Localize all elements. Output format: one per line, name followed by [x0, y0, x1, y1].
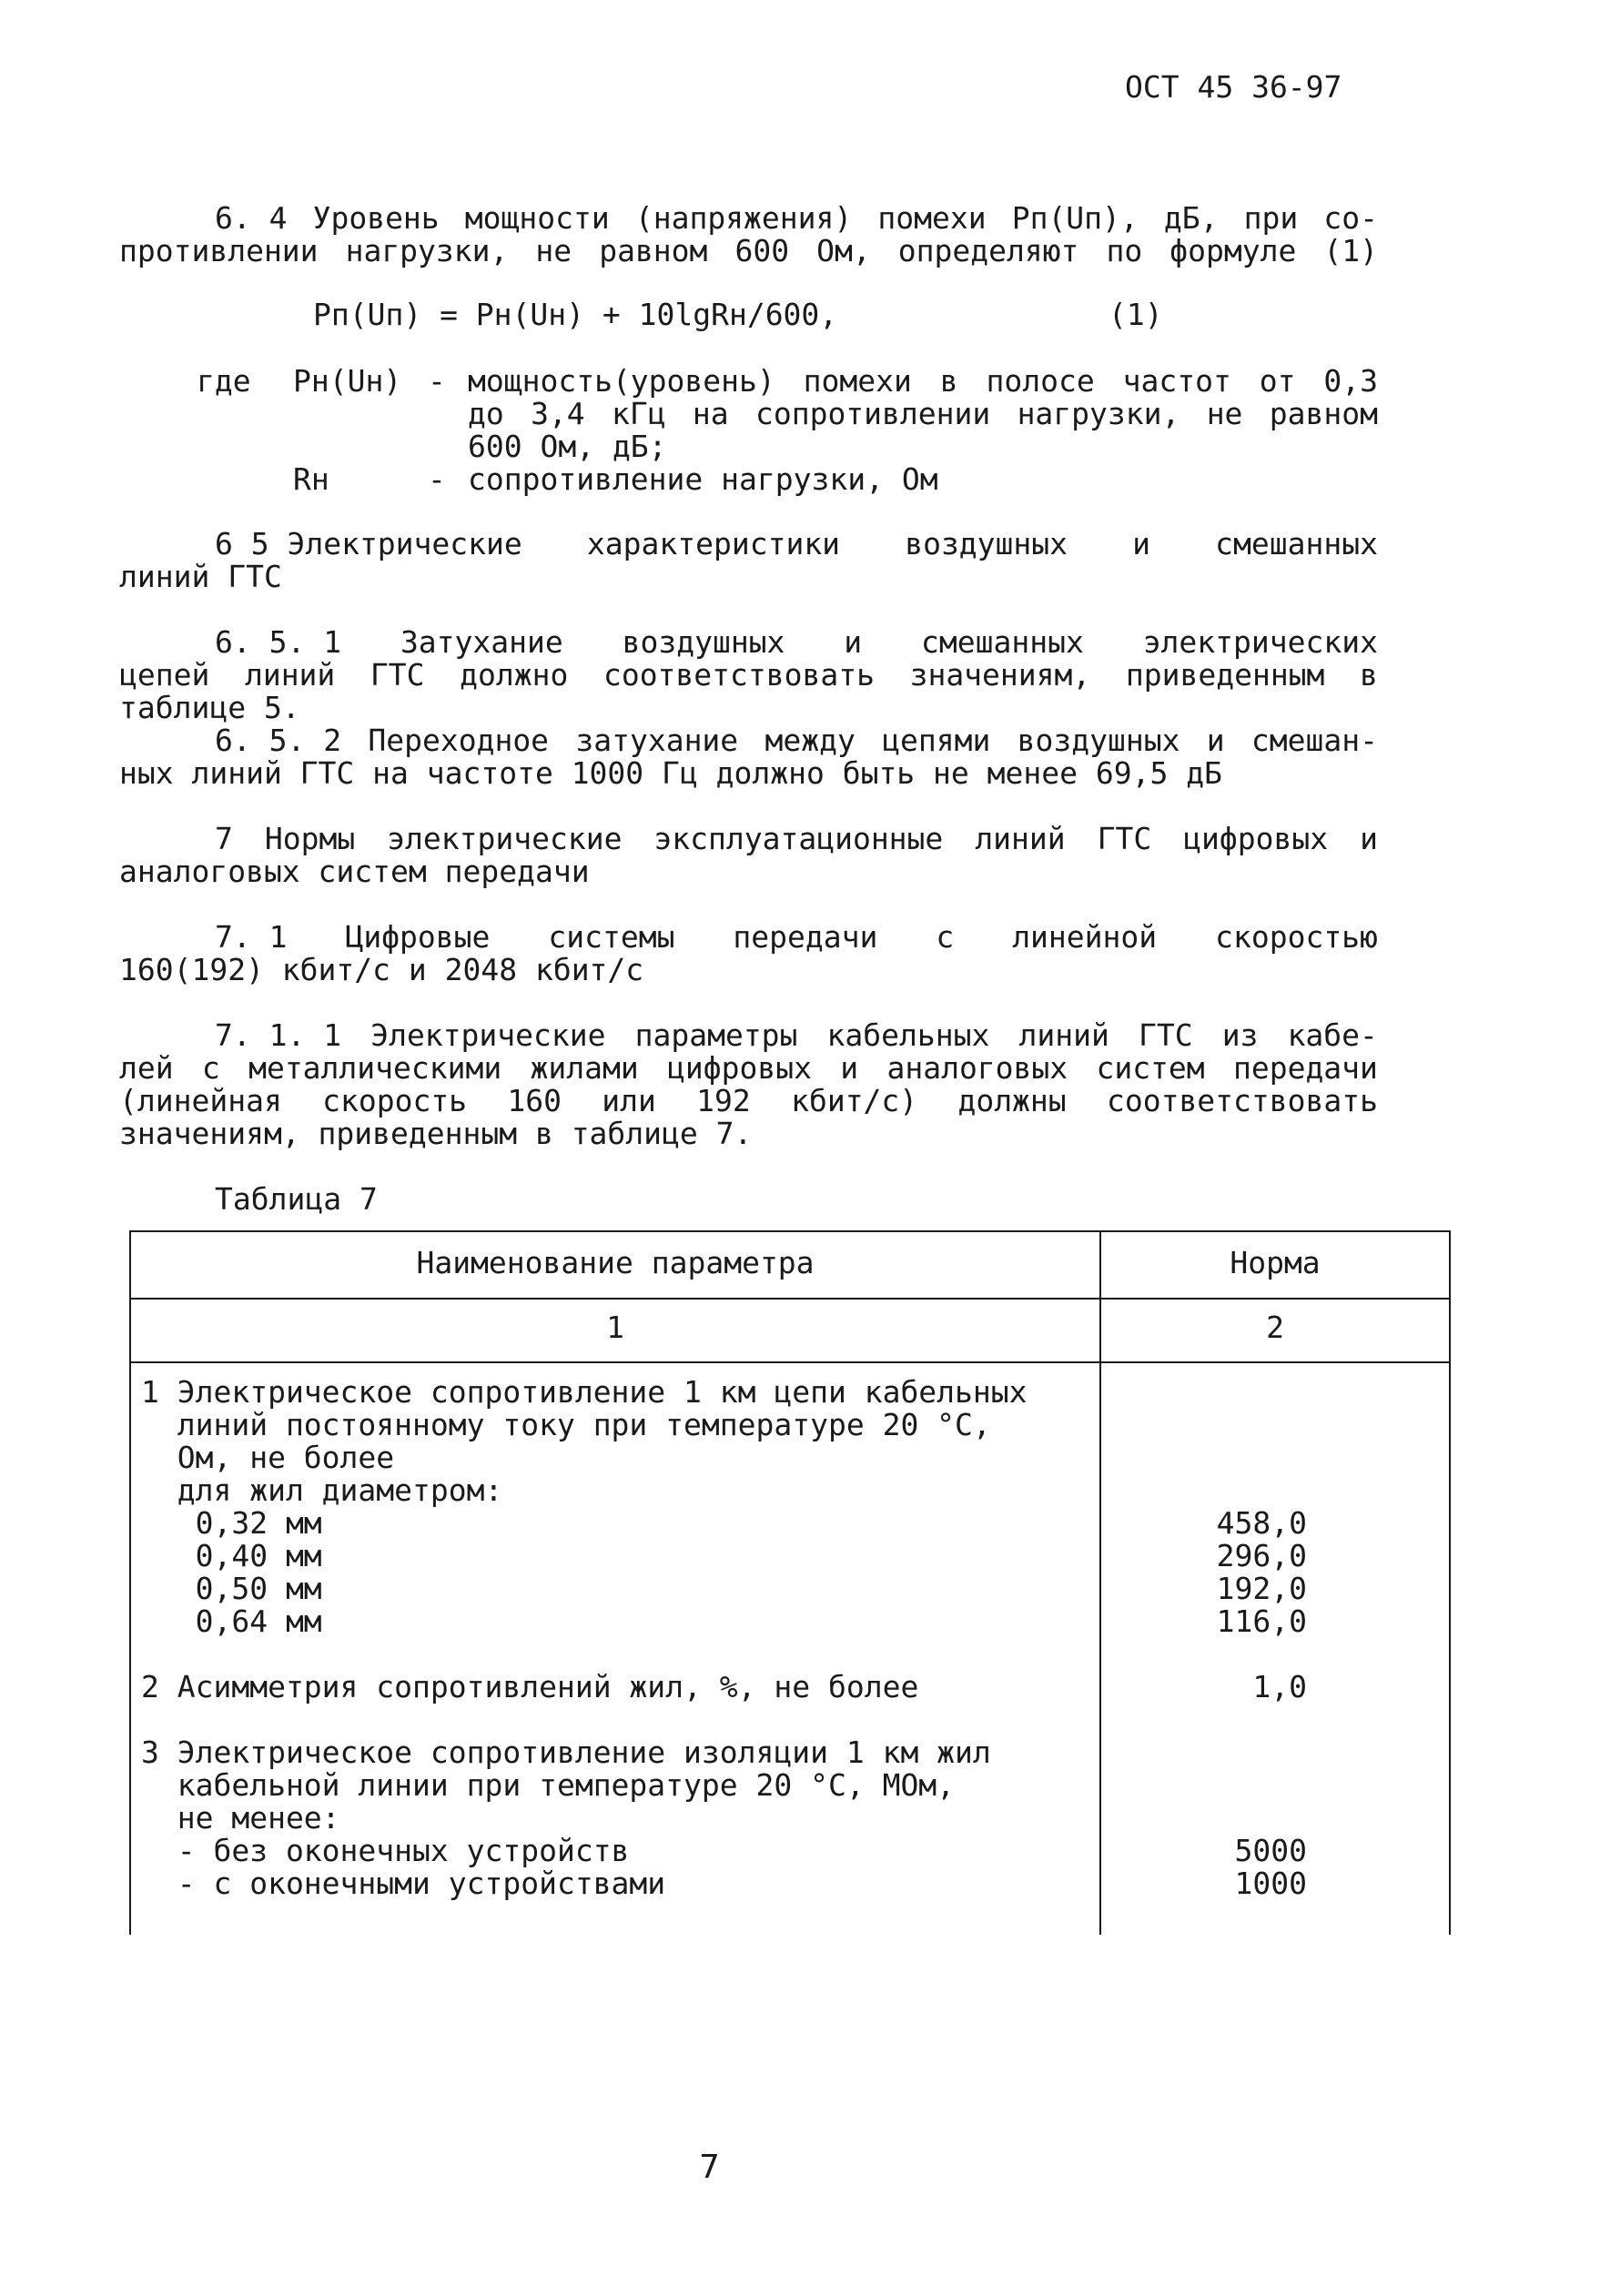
word: смешан-: [1251, 723, 1378, 758]
definition-2: сопротивление нагрузки, Ом: [468, 461, 938, 497]
word: 6. 4: [215, 200, 288, 236]
table-right-border: [1449, 1230, 1451, 1935]
word: из: [1221, 1017, 1259, 1053]
section-7-line-2: аналоговых систем передачи: [119, 854, 590, 889]
word: или: [602, 1083, 656, 1118]
word: 600: [734, 233, 790, 268]
word: кабе-: [1287, 1017, 1378, 1053]
word: 7: [215, 821, 233, 856]
word: цепей: [119, 657, 210, 693]
word: в: [939, 363, 958, 399]
word: Электрические: [370, 1017, 606, 1053]
table-row-2-value: 1,0: [1252, 1669, 1307, 1704]
word: 6. 5. 2: [215, 723, 342, 758]
word: не: [535, 233, 572, 268]
diameter-label: 0,32 мм: [141, 1505, 322, 1541]
section-6-4-line-2: [119, 235, 1378, 268]
table-row-3-line-1: 3 Электрическое сопротивление изоляции 1 км жил: [141, 1735, 991, 1770]
word: кабельных: [826, 1017, 990, 1053]
table-row-2-label: 2 Асимметрия сопротивлений жил, %, не более: [141, 1669, 919, 1704]
table-row-1-line-3: Ом, не более: [141, 1440, 395, 1475]
word: Уровень: [312, 200, 440, 236]
section-6-5-1-line-2: [119, 659, 1378, 692]
table-column-number-1: 1: [606, 1310, 624, 1345]
word: должно: [460, 657, 569, 693]
word: воздушных: [905, 526, 1068, 561]
word: значениям,: [909, 657, 1091, 693]
word: 0,3: [1323, 363, 1378, 399]
word: нагрузки,: [1017, 396, 1180, 431]
document-code: ОСТ 45 36-97: [1125, 69, 1342, 105]
word: формуле: [1170, 233, 1297, 268]
word: линий: [1018, 1017, 1109, 1053]
word: определяют: [897, 233, 1079, 268]
word: дБ,: [1163, 200, 1219, 236]
word: 3,4: [531, 396, 585, 431]
diameter-value: 296,0: [1216, 1538, 1307, 1573]
word: (напряжения): [634, 200, 853, 236]
word: ГТС: [1097, 821, 1152, 856]
term-1: Рн(Uн): [293, 363, 402, 399]
word: должны: [957, 1083, 1067, 1118]
word: скоростью: [1215, 919, 1378, 955]
word: металлическими: [248, 1050, 502, 1086]
word: при: [1243, 200, 1299, 236]
word: и: [840, 1050, 859, 1086]
word: системы: [548, 919, 675, 955]
diameter-label: 0,50 мм: [141, 1571, 322, 1606]
section-6-5-1-line-1: [215, 626, 1378, 659]
word: с: [936, 919, 955, 955]
word: систем: [1096, 1050, 1205, 1086]
word: линий: [975, 821, 1066, 856]
word: мощности: [464, 200, 610, 236]
word: равном: [1269, 396, 1378, 431]
word: с: [201, 1050, 220, 1086]
section-7-1-1-line-1: [215, 1019, 1378, 1052]
word: затухание: [575, 723, 739, 758]
word: между: [764, 723, 856, 758]
table-column-number-2: 2: [1266, 1310, 1284, 1345]
table-header-separator: [129, 1298, 1451, 1300]
table-row-1-line-1: 1 Электрическое сопротивление 1 км цепи кабельных: [141, 1374, 1028, 1410]
word: Переходное: [368, 723, 550, 758]
table-header-norm: Норма: [1230, 1245, 1321, 1280]
section-6-5-2-line-2: ных линий ГТС на частоте 1000 Гц должно быть не менее 69,5 дБ: [119, 755, 1222, 791]
word: помехи: [877, 200, 987, 236]
word: Цифровые: [345, 919, 491, 955]
section-6-5-1-line-3: таблице 5.: [119, 690, 300, 725]
word: на: [692, 396, 729, 431]
table-row-1-line-2: линий постоянному току при температуре 20 °С,: [141, 1407, 991, 1442]
word: скорость: [322, 1083, 468, 1118]
word: сопротивлении: [754, 396, 991, 431]
word: и: [1132, 526, 1151, 561]
diameter-value: 458,0: [1216, 1505, 1307, 1541]
term-2-dash: -: [428, 461, 446, 497]
word: и: [844, 624, 863, 660]
section-7-1-1-line-4: значениям, приведенным в таблице 7.: [119, 1116, 753, 1151]
word: 6. 5. 1: [215, 624, 342, 660]
word: нагрузки,: [345, 233, 509, 268]
word: противлении: [119, 233, 319, 268]
table-top-border: [129, 1230, 1451, 1232]
term-2: Rн: [293, 461, 329, 497]
diameter-value: 192,0: [1216, 1571, 1307, 1606]
insulation-value: 5000: [1234, 1833, 1307, 1868]
formula: Рп(Uп) = Рн(Uн) + 10lgRн/600,: [313, 297, 838, 332]
word: кГц: [611, 396, 666, 431]
word: смешанных: [1215, 526, 1378, 561]
diameter-label: 0,64 мм: [141, 1603, 322, 1639]
word: не: [1206, 396, 1243, 431]
word: от: [1259, 363, 1296, 399]
table-number-row-separator: [129, 1361, 1451, 1363]
word: соответствовать: [602, 657, 875, 693]
term-1-dash: -: [428, 363, 446, 399]
word: ГТС: [370, 657, 425, 693]
word: Ом,: [816, 233, 871, 268]
word: жилами: [530, 1050, 639, 1086]
insulation-value: 1000: [1234, 1866, 1307, 1901]
word: кбит/с): [791, 1083, 918, 1118]
word: до: [468, 396, 504, 431]
word: помехи: [803, 363, 912, 399]
word: мощность(уровень): [468, 363, 775, 399]
diameter-label: 0,40 мм: [141, 1538, 322, 1573]
diameter-value: 116,0: [1216, 1603, 1307, 1639]
word: приведенным: [1125, 657, 1325, 693]
where-label: где: [197, 363, 251, 399]
insulation-label: - без оконечных устройств: [141, 1833, 630, 1868]
table-row-3-line-3: не менее:: [141, 1800, 340, 1836]
table-row-1-line-4: для жил диаметром:: [141, 1472, 503, 1508]
word: параметры: [634, 1017, 798, 1053]
insulation-label: - с оконечными устройствами: [141, 1866, 666, 1901]
word: и: [1206, 723, 1225, 758]
word: 192: [696, 1083, 751, 1118]
word: ГТС: [1138, 1017, 1193, 1053]
word: (линейная: [119, 1083, 282, 1118]
word: воздушных: [1017, 723, 1180, 758]
word: эксплуатационные: [653, 821, 944, 856]
word: со-: [1323, 200, 1378, 236]
table-caption: Таблица 7: [215, 1181, 378, 1217]
section-6-5-2-line-1: [215, 724, 1378, 757]
definition-1-line-2: [468, 398, 1378, 430]
word: электрических: [1142, 624, 1378, 660]
word: частот: [1122, 363, 1231, 399]
word: линейной: [1012, 919, 1158, 955]
word: 160: [507, 1083, 562, 1118]
word: электрические: [387, 821, 623, 856]
word: 7. 1. 1: [215, 1017, 342, 1053]
word: Затухание: [400, 624, 563, 660]
word: Рп(Uп),: [1011, 200, 1139, 236]
word: (1): [1323, 233, 1378, 268]
word: равном: [599, 233, 708, 268]
section-7-1-line-1: [215, 921, 1378, 954]
word: по: [1106, 233, 1143, 268]
word: 6 5 Электрические: [215, 526, 522, 561]
word: и: [1360, 821, 1378, 856]
word: цепями: [882, 723, 991, 758]
word: в: [1360, 657, 1378, 693]
word: цифровых: [667, 1050, 812, 1086]
definition-1-line-1: [468, 365, 1378, 398]
formula-number: (1): [1109, 297, 1163, 332]
section-7-1-1-line-3: [119, 1085, 1378, 1118]
table-row-3-line-2: кабельной линии при температуре 20 °С, МОм,: [141, 1767, 956, 1803]
word: характеристики: [586, 526, 841, 561]
word: соответствовать: [1106, 1083, 1378, 1118]
word: цифровых: [1183, 821, 1329, 856]
section-6-5-line-2: линий ГТС: [119, 559, 282, 594]
word: передачи: [733, 919, 878, 955]
page-number: 7: [699, 2149, 720, 2186]
table-header-parameter: Наименование параметра: [416, 1245, 815, 1280]
word: аналоговых: [886, 1050, 1068, 1086]
word: 7. 1: [215, 919, 288, 955]
word: смешанных: [921, 624, 1084, 660]
section-7-line-1: [215, 823, 1378, 855]
section-7-1-1-line-2: [119, 1052, 1378, 1085]
word: лей: [119, 1050, 174, 1086]
word: полосе: [986, 363, 1095, 399]
word: Нормы: [264, 821, 356, 856]
section-6-5-line-1: [215, 528, 1378, 561]
section-7-1-line-2: 160(192) кбит/с и 2048 кбит/с: [119, 952, 644, 987]
word: линий: [244, 657, 336, 693]
word: передачи: [1232, 1050, 1378, 1086]
definition-1-line-3: 600 Ом, дБ;: [468, 429, 667, 464]
section-6-4-line-1: [215, 202, 1378, 235]
word: воздушных: [622, 624, 785, 660]
